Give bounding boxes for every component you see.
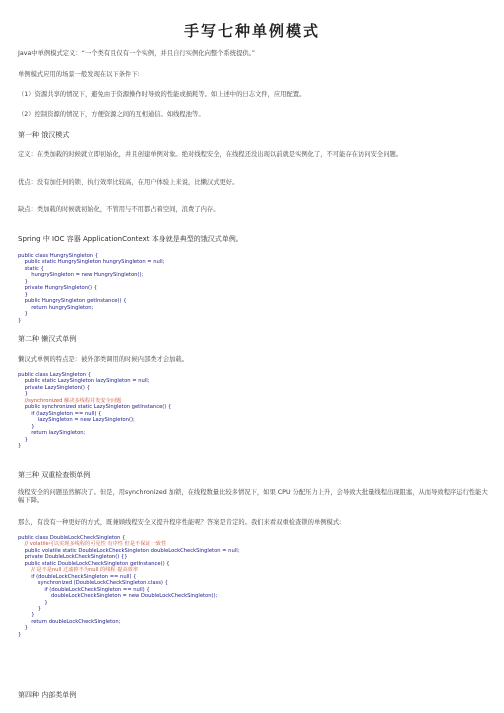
section-2-heading: 第二种 懒汉式单例: [18, 335, 77, 343]
code-line: public static DoubleLockCheckSingleton getInstance() {: [18, 560, 170, 567]
code-line: hungrySingleton = new HungrySingleton();: [18, 272, 144, 279]
code-line: private DoubleLockCheckSingleton() {}: [18, 554, 128, 561]
section-4-heading: 第四种 内部类单例: [18, 691, 77, 699]
code-line: }: [18, 423, 35, 430]
intro-condition-2: （2）控制资源的情况下，方便资源之间的互相通信。如线程池等。: [18, 111, 205, 118]
code-line: public class DoubleLockCheckSingleton {: [18, 535, 126, 541]
code-line: return hungrySingleton;: [18, 304, 94, 311]
code-line: if (doubleLockCheckSingleton == null) {: [18, 573, 137, 580]
code-line: }: [18, 442, 22, 449]
section-1-heading: 第一种 饿汉模式: [18, 131, 70, 139]
code-line: public static HungrySingleton hungrySingleton = null;: [18, 259, 165, 266]
code-line: }: [18, 391, 28, 398]
code-line: private HungrySingleton() {: [18, 285, 97, 292]
code-line: }: [18, 612, 35, 619]
code-line: public volatile static DoubleLockCheckSingleton doubleLockCheckSingleton = null;: [18, 547, 240, 554]
code-block-lazy: [18, 372, 171, 449]
section-3-heading: 第三种 双重检查锁单例: [18, 471, 91, 479]
code-line: }: [18, 631, 22, 638]
intro-definition: Java中单例模式定义：“一个类有且仅有一个实例，并且自行实例化向整个系统提供。”: [18, 50, 256, 57]
section-3-paragraph-2: 那么，有没有一种更好的方式，既兼顾线程安全又提升程序性能呢？答案是肯定的。我们来看双重检查锁的单例模式:: [18, 519, 342, 526]
section-2-description: 懒汉式单例的特点是：被外部类调用的时候内部类才会加载。: [18, 356, 189, 363]
code-line: }: [18, 278, 28, 285]
section-1-spring-note: Spring 中 IOC 容器 ApplicationContext 本身就是典型的饿汉式单例。: [18, 235, 243, 243]
code-line: return lazySingleton;: [18, 430, 86, 437]
section-1-pros: 优点：没有加任何的锁、执行效率比较高，在用户体验上来说，比懒汉式更好。: [18, 179, 239, 186]
code-block-hungry: [18, 253, 164, 324]
code-line: }: [18, 291, 28, 298]
code-line: return doubleLockCheckSingleton;: [18, 618, 121, 625]
code-line: // 是不是null 过滤掉不为null 的线程 提高效率: [18, 567, 139, 574]
code-block-double-check: [18, 535, 239, 638]
code-line: // volatile可以实现多线程的可见性 有序性 但是不保证一致性: [18, 541, 167, 548]
code-line: }: [18, 436, 28, 443]
code-line: synchronized (DoubleLockCheckSingleton.class) {: [18, 580, 168, 587]
code-line: }: [18, 605, 42, 612]
code-line: }: [18, 625, 28, 632]
intro-applicable: 单例模式应用的场景一般发现在以下条件下:: [18, 71, 140, 78]
code-line: }: [18, 311, 28, 318]
code-line: static {: [18, 265, 44, 272]
code-line: public static LazySingleton lazySingleton = null;: [18, 378, 150, 385]
code-line: doubleLockCheckSingleton = new DoubleLockCheckSingleton();: [18, 593, 218, 600]
code-line: public class LazySingleton {: [18, 372, 92, 378]
code-line: if (doubleLockCheckSingleton == null) {: [18, 586, 150, 593]
code-line: if (lazySingleton == null) {: [18, 410, 102, 417]
code-line: }: [18, 317, 22, 324]
code-line: public class HungrySingleton {: [18, 253, 99, 259]
page-title: 手写七种单例模式: [183, 22, 320, 40]
code-line: }: [18, 599, 48, 606]
section-1-cons: 缺点：类加载的时候就初始化，不管用与不用都占着空间，浪费了内存。: [18, 206, 220, 213]
section-3-paragraph-1: 线程安全的问题虽然解决了。但是，用synchronized 加锁，在线程数量比较多情况下，如果 CPU 分配压力上升，会导致大批量线程出现阻塞，从而导致程序运行性能大幅下降。: [18, 489, 488, 504]
code-line: public HungrySingleton getInstance() {: [18, 298, 127, 305]
code-line: lazySingleton = new LazySingleton();: [18, 417, 135, 424]
code-line: private LazySingleton() {: [18, 384, 90, 391]
code-line: public synchronized static LazySingleton getInstance() {: [18, 404, 172, 411]
section-1-definition: 定义：在类加载的时候就立即初始化，并且创建单例对象。绝对线程安全，在线程还没出现以前就是实例化了，不可能存在访问安全问题。: [18, 151, 403, 158]
code-line: //synchronized 解决多线程并发安全问题: [18, 397, 122, 404]
intro-condition-1: （1）资源共享的情况下，避免由于资源操作时导致的性能或损耗等。如上述中的日志文件，应用配置。: [18, 91, 306, 98]
